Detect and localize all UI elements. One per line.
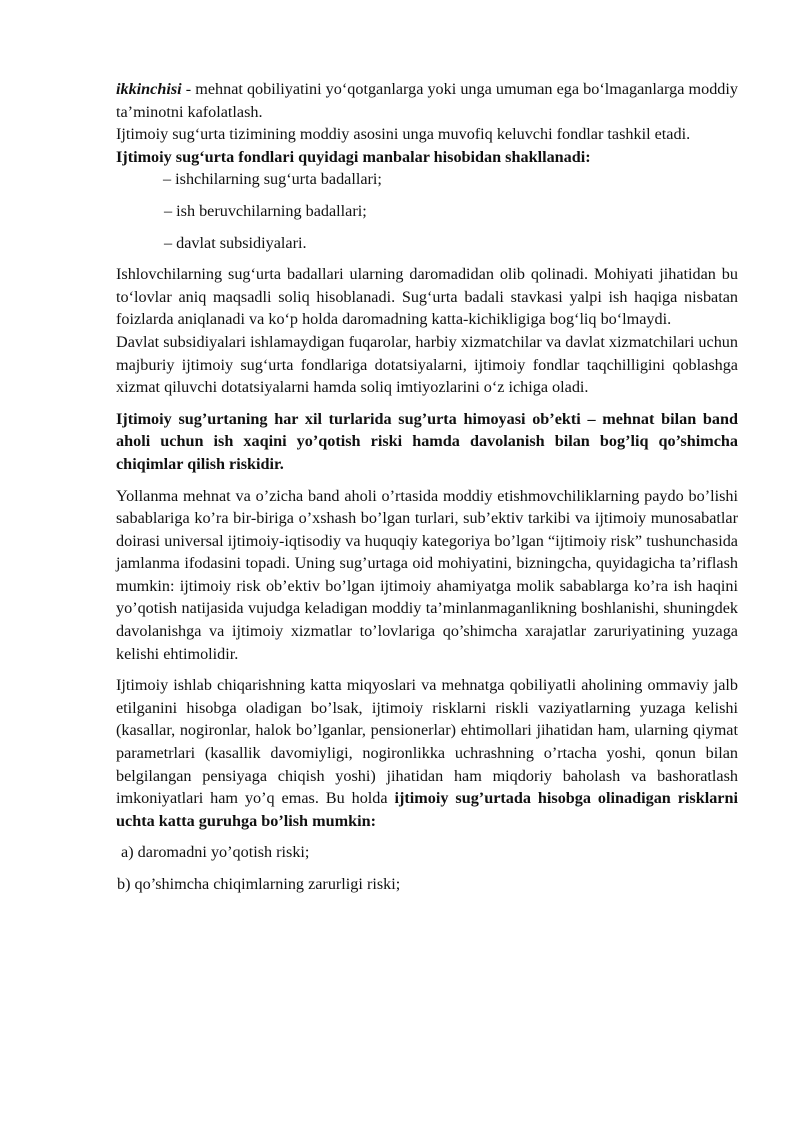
paragraph-funds-basis: Ijtimoiy sug‘urta tizimining moddiy asosini unga muvofiq keluvchi fondlar tashkil etadi. <box>116 125 691 144</box>
heading-insurance-object: Ijtimoiy sug’urtaning har xil turlarida sug’urta himoyasi ob’ekti – mehnat bilan band aholi uchun ish xaqini yo’qotish riski hamda davolanish bilan bog’liq qo’shimcha chiqimlar qilish riskidir. <box>116 409 738 473</box>
paragraph-risk-groups <box>116 674 738 832</box>
paragraph-contributions: Ishlovchilarning sug‘urta badallari ularning daromadidan olib qolinadi. Mohiyati jihatidan bu to‘lovlar aniq maqsadli soliq hisoblanadi. Sug‘urta badali stavkasi yalpi ish haqiga nisbatan foizlarda aniqlanadi va ko‘p holda daromadning katta-kichikligiga bog‘liq bo‘lmaydi. <box>116 265 738 329</box>
lead-term: ikkinchisi <box>116 80 182 98</box>
list-item: – davlat subsidiyalari. <box>164 233 307 252</box>
risk-groups-text: Ijtimoiy ishlab chiqarishning katta miqyoslari va mehnatga qobiliyatli aholining ommaviy jalb etilganini hisobga oladigan bo’lsak, ijtimoiy risklarni riskli vaziyatlarning yuzaga kelishi (kasallar, nogironlar, halok bo’lganlar, pensionerlar) ehtimollari jihatidan ham, ularning qiymat parametrlari (kasallik davomiyligi, nogironlikka uchrashning o’rtacha yoshi, qonun bilan belgilangan pensiyaga chiqish yoshi) jihatidan ham miqdoriy baholash va bashoratlash imkoniyatlari ham yo’q emas. Bu holda <box>116 676 738 808</box>
paragraph-social-risk: Yollanma mehnat va o’zicha band aholi o’rtasida moddiy etishmovchiliklarning paydo bo’lishi sabablariga ko’ra bir-biriga o’xshash bo’lgan turlari, sub’ektiv tarkibi va ijtimoiy munosabatlar doirasi universal ijtimoiy-iqtisodiy va huquqiy kategoriya bo’lgan “ijtimoiy risk” tushunchasida jamlanma ifodasini topadi. Uning sug’urtaga oid mohiyatini, bizningcha, quyidagicha ta’riflash mumkin: ijtimoiy risk ob’ektiv bo’lgan ijtimoiy ahamiyatga molik sabablarga ko’ra ish haqini yo’qotish natijasida vujudga keladigan moddiy ta’minlanmaganlikning boshlanishi, shuningdek davolanishga va ijtimoiy xizmatlar to’lovlariga qo’shimcha xarajatlar zaruriyatining yuzaga kelishi ehtimolidir. <box>116 486 738 663</box>
paragraph-subsidies: Davlat subsidiyalari ishlamaydigan fuqarolar, harbiy xizmatchilar va davlat xizmatchilari uchun majburiy ijtimoiy sug‘urta fondlariga dotatsiyalarni, ijtimoiy fondlar taqchilligini qoblashga xizmat qiluvchi dotatsiyalarni hamda soliq imtiyozlarini o‘z ichiga oladi. <box>116 332 738 397</box>
heading-funds-sources: Ijtimoiy sug‘urta fondlari quyidagi manbalar hisobidan shakllanadi: <box>116 147 591 166</box>
document-page <box>116 78 738 896</box>
list-item: – ishchilarning sug‘urta badallari; <box>163 170 382 189</box>
risk-groups-emphasis: ijtimoiy sug’urtada hisobga olinadigan risklarni uchta katta guruhga bo’lish mumkin: <box>116 789 738 830</box>
list-item: – ish beruvchilarning badallari; <box>164 201 367 220</box>
list-item: a) daromadni yo’qotish riski; <box>117 843 310 862</box>
paragraph-intro <box>116 78 738 123</box>
list-item: b) qo’shimcha chiqimlarning zarurligi riski; <box>117 875 401 893</box>
lead-text: - mehnat qobiliyatini yo‘qotganlarga yoki unga umuman ega bo‘lmaganlarga moddiy ta’minotni kafolatlash. <box>116 80 738 121</box>
